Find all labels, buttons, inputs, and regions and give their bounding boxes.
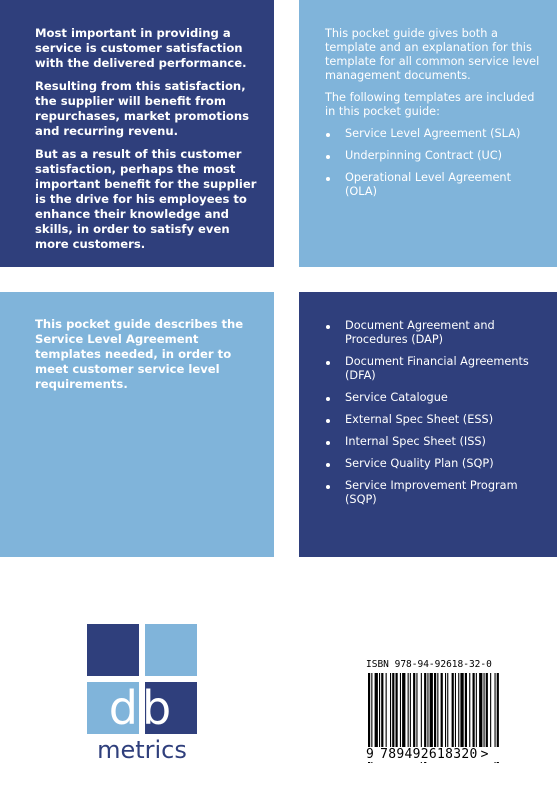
panel-bottom-right [299, 292, 557, 557]
paragraph-employee-drive: But as a result of this customer satisfaction, perhaps the most important benefit for the supplier is the drive for his employees to enhance their knowledge and skills, in order to satisfy even more customers. [35, 147, 257, 251]
bullet-icon [326, 463, 330, 467]
list-item-label: Service Improvement Program (SQP) [345, 479, 518, 506]
intro-text: This pocket guide gives both a template and an explanation for this template for all common service level management documents. [325, 27, 540, 82]
template-list-top [325, 127, 543, 199]
bullet-icon [326, 419, 330, 423]
bullet-icon [326, 133, 330, 137]
logo-wordmark: metrics [97, 736, 187, 764]
bullet-icon [326, 325, 330, 329]
bullet-icon [326, 155, 330, 159]
guide-description: This pocket guide describes the Service Level Agreement templates needed, in order to meet customer service level requirements. [35, 317, 244, 391]
bullet-icon [326, 441, 330, 445]
paragraph-supplier-benefits: Resulting from this satisfaction, the supplier will benefit from repurchases, market promotions and recurring revenu. [35, 79, 250, 138]
bullet-icon [326, 485, 330, 489]
list-item-label: Service Quality Plan (SQP) [345, 457, 494, 470]
list-item [325, 171, 543, 199]
list-item-label: Document Agreement and Procedures (DAP) [345, 319, 495, 346]
barcode-first-digit: 9 [366, 747, 375, 762]
list-item-label: Document Financial Agreements (DFA) [345, 355, 529, 382]
list-intro-text: The following templates are included in this pocket guide: [325, 91, 535, 118]
list-item-label: Underpinning Contract (UC) [345, 149, 503, 162]
barcode-digits: 789492618320 [380, 747, 478, 762]
logo-mark: db [108, 681, 176, 735]
list-item [325, 149, 543, 163]
list-item-label: Operational Level Agreement (OLA) [345, 171, 512, 198]
list-item-label: External Spec Sheet (ESS) [345, 413, 494, 426]
bullet-icon [326, 361, 330, 365]
list-item [325, 355, 543, 383]
panel-top-left [0, 0, 274, 267]
logo-square-top-left [87, 624, 139, 676]
barcode-arrow: > [480, 747, 489, 762]
panel-bottom-left [0, 292, 274, 557]
list-item [325, 457, 543, 471]
isbn-label: ISBN 978-94-92618-32-0 [366, 659, 492, 670]
panel-top-right [299, 0, 557, 267]
list-item [325, 127, 543, 141]
list-item [325, 391, 543, 405]
db-metrics-logo [87, 624, 197, 764]
barcode-number [366, 747, 506, 762]
list-item [325, 319, 543, 347]
list-item-label: Service Level Agreement (SLA) [345, 127, 521, 140]
logo-square-top-right [145, 624, 197, 676]
list-item-label: Internal Spec Sheet (ISS) [345, 435, 486, 448]
template-list-bottom [325, 319, 543, 507]
paragraph-customer-satisfaction: Most important in providing a service is customer satisfaction with the delivered performance. [35, 26, 247, 70]
bullet-icon [326, 397, 330, 401]
list-item [325, 479, 543, 507]
list-item-label: Service Catalogue [345, 391, 448, 404]
list-item [325, 435, 543, 449]
list-item [325, 413, 543, 427]
bullet-icon [326, 177, 330, 181]
